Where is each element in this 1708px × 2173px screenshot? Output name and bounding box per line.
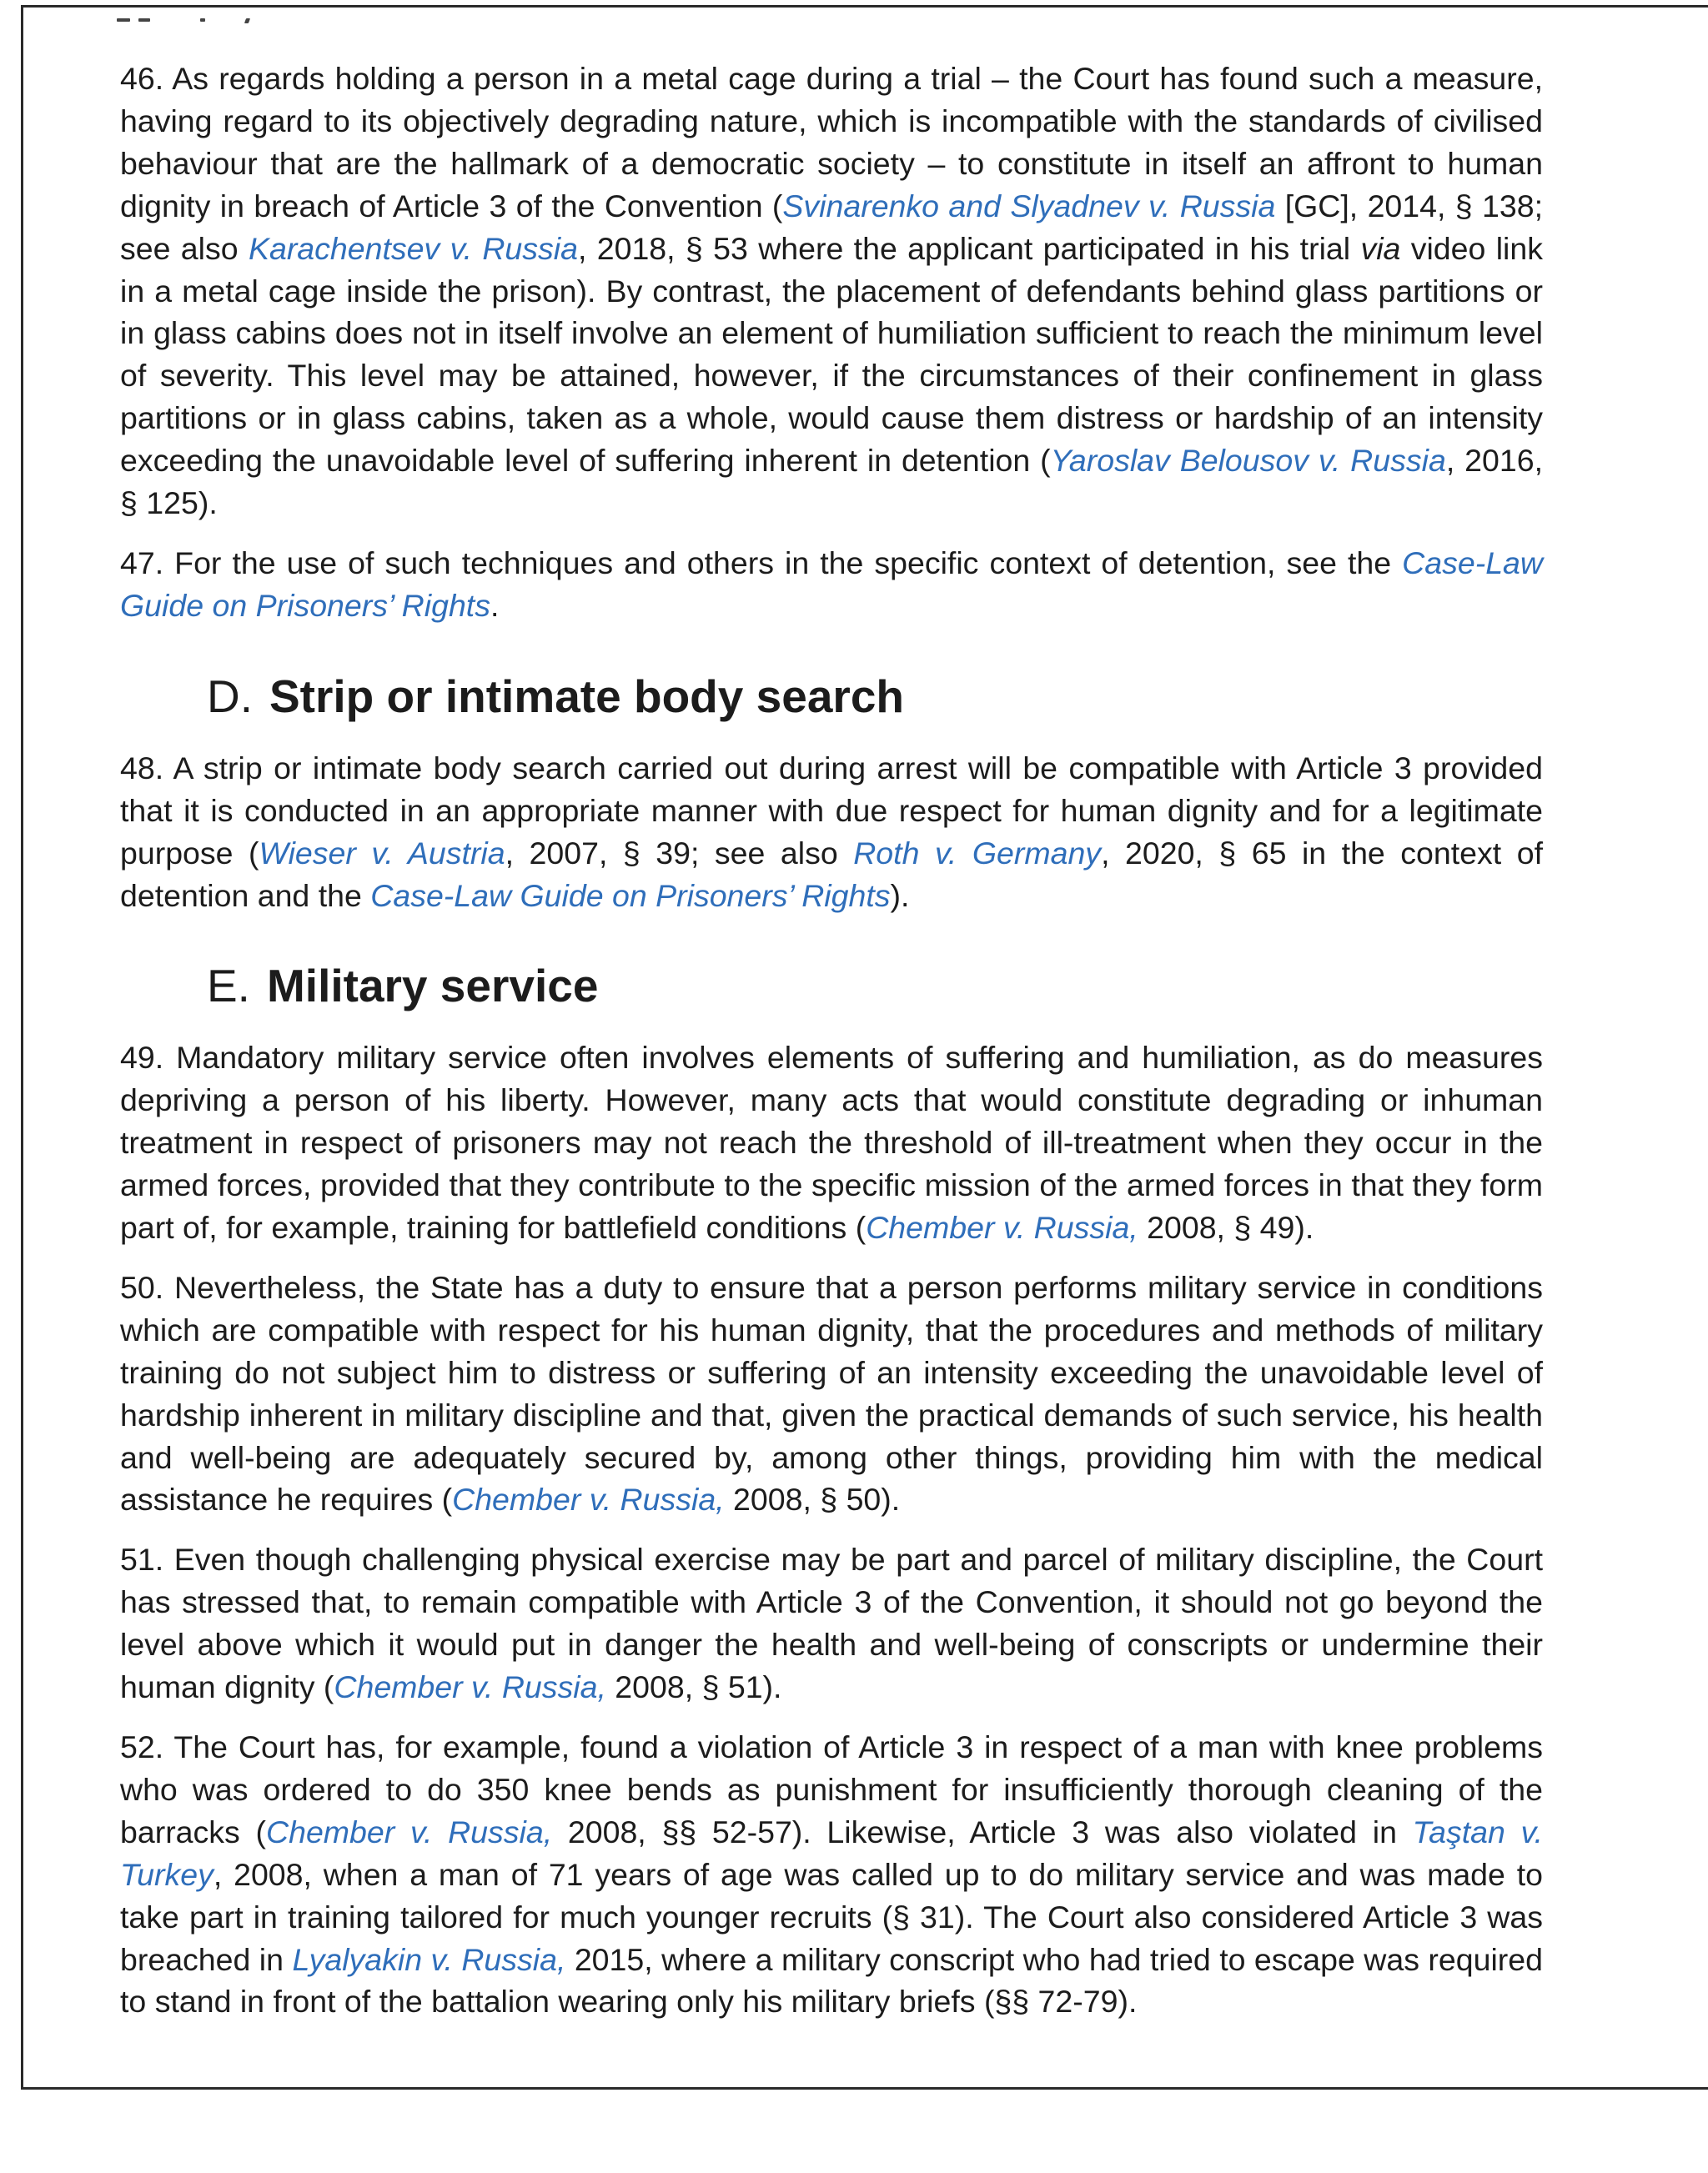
- paragraph-text: 48. A strip or intimate body search carried out during arrest will be compatible with Article 3 provided that it is conducted in an appropriate manner with due respect for human dignity and for a legitimate purpose (: [120, 750, 1543, 871]
- italic-via: via: [1360, 230, 1401, 266]
- paragraph-text: 2008, § 51).: [605, 1669, 782, 1705]
- paragraph-text: , 2016, § 125).: [120, 443, 1543, 521]
- case-link-chember[interactable]: Chember v. Russia,: [452, 1482, 725, 1518]
- paragraph-text: 46. As regards holding a person in a metal cage during a trial – the Court has found such a measure, having regard to its objectively degrading nature, which is incompatible with the standards of civilised behaviour that are the hallmark of a democratic society – to constitute in itself an affront to human dignity in breach of Article 3 of the Convention (: [120, 61, 1543, 223]
- paragraph-50: [120, 1267, 1543, 1521]
- paragraph-text: 2008, §§ 52-57). Likewise, Article 3 was also violated in: [552, 1814, 1413, 1849]
- paragraph-48: [120, 747, 1543, 917]
- document-body: [120, 58, 1543, 2023]
- paragraph-text: , 2007, § 39; see also: [505, 835, 854, 871]
- paragraph-text: ).: [890, 877, 910, 913]
- case-link-chember[interactable]: Chember v. Russia,: [334, 1669, 606, 1705]
- paragraph-text: 49. Mandatory military service often involves elements of suffering and humiliation, as do measures depriving a person of his liberty. However, many acts that would constitute degrading or inhuman treatment in respect of prisoners may not reach the threshold of ill-treatment when they occur in the armed forces, provided that they contribute to the specific mission of the armed forces in that they form part of, for example, training for battlefield conditions (: [120, 1040, 1543, 1246]
- paragraph-text: video link in a metal cage inside the prison). By contrast, the placement of defendants behind glass partitions or in glass cabins does not in itself involve an element of humiliation sufficient to reach the minimum level of severity. This level may be attained, however, if the circumstances of their confinement in glass partitions or in glass cabins, taken as a whole, would cause them distress or hardship of an intensity exceeding the unavoidable level of suffering inherent in detention (: [120, 230, 1543, 479]
- case-link-chember[interactable]: Chember v. Russia,: [266, 1814, 553, 1849]
- section-title: Strip or intimate body search: [269, 670, 905, 722]
- paragraph-text: 2015, where a military conscript who had tried to escape was required to stand in front of the battalion wearing only his military briefs (§§ 72-79).: [120, 1941, 1543, 2020]
- case-link-tastan[interactable]: Taştan v. Turkey: [120, 1814, 1543, 1892]
- paragraph-text: 47. For the use of such techniques and others in the specific context of detention, see the: [120, 545, 1403, 580]
- case-link-wieser[interactable]: Wieser v. Austria: [259, 835, 505, 871]
- case-link-svinarenko[interactable]: Svinarenko and Slyadnev v. Russia: [782, 188, 1276, 223]
- case-link-chember[interactable]: Chember v. Russia,: [866, 1210, 1138, 1246]
- paragraph-text: , 2020, § 65 in the context of detention and the: [120, 835, 1543, 913]
- paragraph-46: [120, 58, 1543, 524]
- paragraph-text: 2008, § 49).: [1138, 1210, 1314, 1246]
- case-link-roth[interactable]: Roth v. Germany: [853, 835, 1102, 871]
- paragraph-text: 2008, § 50).: [724, 1482, 901, 1518]
- paragraph-text: , 2018, § 53 where the applicant participated in his trial: [577, 230, 1361, 266]
- section-title: Military service: [266, 960, 599, 1012]
- guide-link-prisoners-rights[interactable]: Case-Law Guide on Prisoners’ Rights: [120, 545, 1543, 623]
- paragraph-text: [GC], 2014, § 138; see also: [120, 188, 1543, 266]
- section-letter: E.: [207, 960, 250, 1012]
- paragraph-49: [120, 1036, 1543, 1249]
- paragraph-text: 52. The Court has, for example, found a violation of Article 3 in respect of a man with knee problems who was ordered to do 350 knee bends as punishment for insufficiently thorough cleaning of the barracks (: [120, 1729, 1543, 1849]
- paragraph-text: .: [490, 587, 500, 623]
- cut-off-text-fragment: [117, 18, 259, 23]
- case-link-belousov[interactable]: Yaroslav Belousov v. Russia: [1050, 443, 1446, 479]
- section-heading-d: [207, 669, 1543, 724]
- paragraph-text: 50. Nevertheless, the State has a duty to ensure that a person performs military service in conditions which are compatible with respect for his human dignity, that the procedures and methods of military training do not subject him to distress or suffering of an intensity exceeding the unavoidable level of hardship inherent in military discipline and that, given the practical demands of such service, his health and well-being are adequately secured by, among other things, providing him with the medical assistance he requires (: [120, 1269, 1543, 1518]
- paragraph-text: 51. Even though challenging physical exercise may be part and parcel of military discipline, the Court has stressed that, to remain compatible with Article 3 of the Convention, it should not go beyond the level above which it would put in danger the health and well-being of conscripts or undermine their human dignity (: [120, 1542, 1543, 1705]
- paragraph-52: [120, 1726, 1543, 2023]
- paragraph-text: , 2008, when a man of 71 years of age was called up to do military service and was made to take part in training tailored for much younger recruits (§ 31). The Court also considered Article 3 was breached in: [120, 1856, 1543, 1977]
- case-link-karachentsev[interactable]: Karachentsev v. Russia: [248, 230, 578, 266]
- paragraph-47: [120, 542, 1543, 627]
- guide-link-prisoners-rights[interactable]: Case-Law Guide on Prisoners’ Rights: [370, 877, 891, 913]
- case-link-lyalyakin[interactable]: Lyalyakin v. Russia,: [292, 1941, 566, 1977]
- section-heading-e: [207, 958, 1543, 1013]
- paragraph-51: [120, 1538, 1543, 1709]
- section-letter: D.: [207, 670, 253, 722]
